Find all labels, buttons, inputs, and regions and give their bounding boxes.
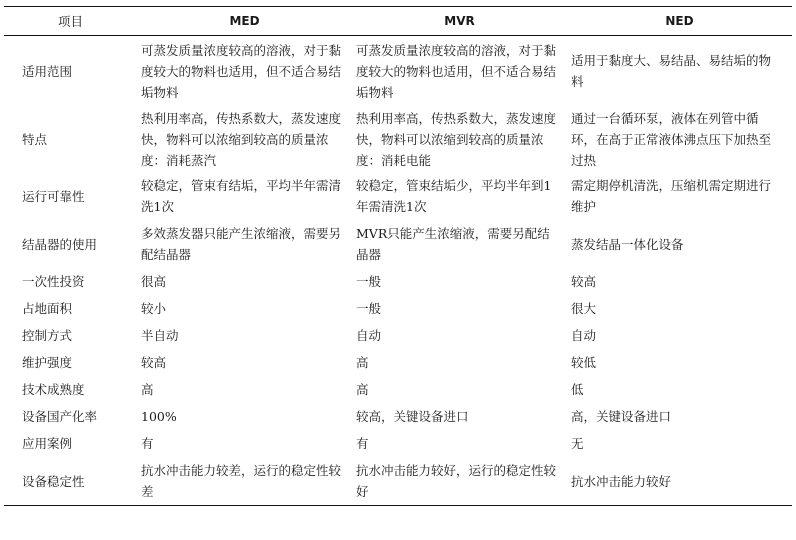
table-row <box>4 430 792 457</box>
cell-mvr: 有 <box>356 436 369 451</box>
cell-ned: 抗水冲击能力较好 <box>571 473 672 489</box>
table-header-row <box>4 7 792 36</box>
table-row <box>4 220 792 268</box>
table-row <box>4 172 792 220</box>
cell-med: 多效蒸发器只能产生浓缩液，需要另配结晶器 <box>141 226 342 262</box>
table-row <box>4 403 792 430</box>
row-label: 适用范围 <box>22 63 73 79</box>
cell-med: 较高 <box>141 355 167 370</box>
row-label: 设备稳定性 <box>22 473 85 489</box>
cell-ned: 很大 <box>571 301 597 316</box>
cell-mvr: 热利用率高，传热系数大，蒸发速度快，物料可以浓缩到较高的质量浓度：消耗电能 <box>356 110 557 168</box>
cell-mvr: 高 <box>356 382 369 397</box>
cell-med: 较小 <box>141 301 167 316</box>
cell-med: 半自动 <box>141 328 179 343</box>
cell-mvr: 一般 <box>356 301 382 316</box>
cell-med: 很高 <box>141 274 167 289</box>
cell-mvr: 抗水冲击能力较好，运行的稳定性较好 <box>356 463 557 499</box>
cell-ned: 高，关键设备进口 <box>571 409 672 424</box>
table-row <box>4 268 792 295</box>
cell-med: 可蒸发质量浓度较高的溶液，对于黏度较大的物料也适用，但不适合易结垢物料 <box>141 42 342 100</box>
table-row <box>4 349 792 376</box>
cell-ned: 低 <box>571 382 584 397</box>
row-label: 技术成熟度 <box>22 382 85 397</box>
cell-med: 较稳定，管束有结垢，平均半年需清洗1次 <box>141 178 342 214</box>
cell-mvr: 高 <box>356 355 369 370</box>
table-row <box>4 106 792 172</box>
row-label: 占地面积 <box>22 301 73 316</box>
row-label: 控制方式 <box>22 328 73 343</box>
cell-mvr: 自动 <box>356 328 382 343</box>
cell-ned: 较高 <box>571 274 597 289</box>
row-label: 结晶器的使用 <box>22 236 98 252</box>
header-mvr: MVR <box>444 13 475 28</box>
cell-mvr: 较稳定，管束结垢少，平均半年到1年需清洗1次 <box>356 178 552 214</box>
cell-mvr: 较高，关键设备进口 <box>356 409 469 424</box>
cell-ned: 适用于黏度大、易结晶、易结垢的物料 <box>571 53 772 89</box>
cell-med: 高 <box>141 382 154 397</box>
cell-med: 热利用率高，传热系数大，蒸发速度快，物料可以浓缩到较高的质量浓度：消耗蒸汽 <box>141 110 342 168</box>
cell-med: 有 <box>141 436 154 451</box>
cell-ned: 需定期停机清洗，压缩机需定期进行维护 <box>571 178 772 214</box>
table-row <box>4 376 792 403</box>
header-ned: NED <box>665 13 694 28</box>
cell-med: 抗水冲击能力较差，运行的稳定性较差 <box>141 463 342 499</box>
table-row <box>4 36 792 107</box>
row-label: 维护强度 <box>22 355 73 370</box>
table-row <box>4 295 792 322</box>
row-label: 特点 <box>22 131 48 147</box>
table-row <box>4 457 792 506</box>
cell-mvr: 一般 <box>356 274 382 289</box>
row-label: 设备国产化率 <box>22 409 98 424</box>
evaporator-comparison-table <box>4 6 792 506</box>
row-label: 应用案例 <box>22 436 73 451</box>
cell-ned: 蒸发结晶一体化设备 <box>571 236 684 252</box>
table-row <box>4 322 792 349</box>
header-item: 项目 <box>57 13 83 29</box>
cell-ned: 自动 <box>571 328 597 343</box>
cell-ned: 通过一台循环泵，液体在列管中循环，在高于正常液体沸点压下加热至过热 <box>571 110 772 168</box>
cell-ned: 较低 <box>571 355 597 370</box>
row-label: 运行可靠性 <box>22 188 85 204</box>
header-med: MED <box>229 13 260 28</box>
row-label: 一次性投资 <box>22 274 85 289</box>
cell-mvr: 可蒸发质量浓度较高的溶液，对于黏度较大的物料也适用，但不适合易结垢物料 <box>356 42 557 100</box>
cell-ned: 无 <box>571 436 584 451</box>
cell-mvr: MVR只能产生浓缩液，需要另配结晶器 <box>356 226 550 262</box>
cell-med: 100% <box>141 409 177 424</box>
